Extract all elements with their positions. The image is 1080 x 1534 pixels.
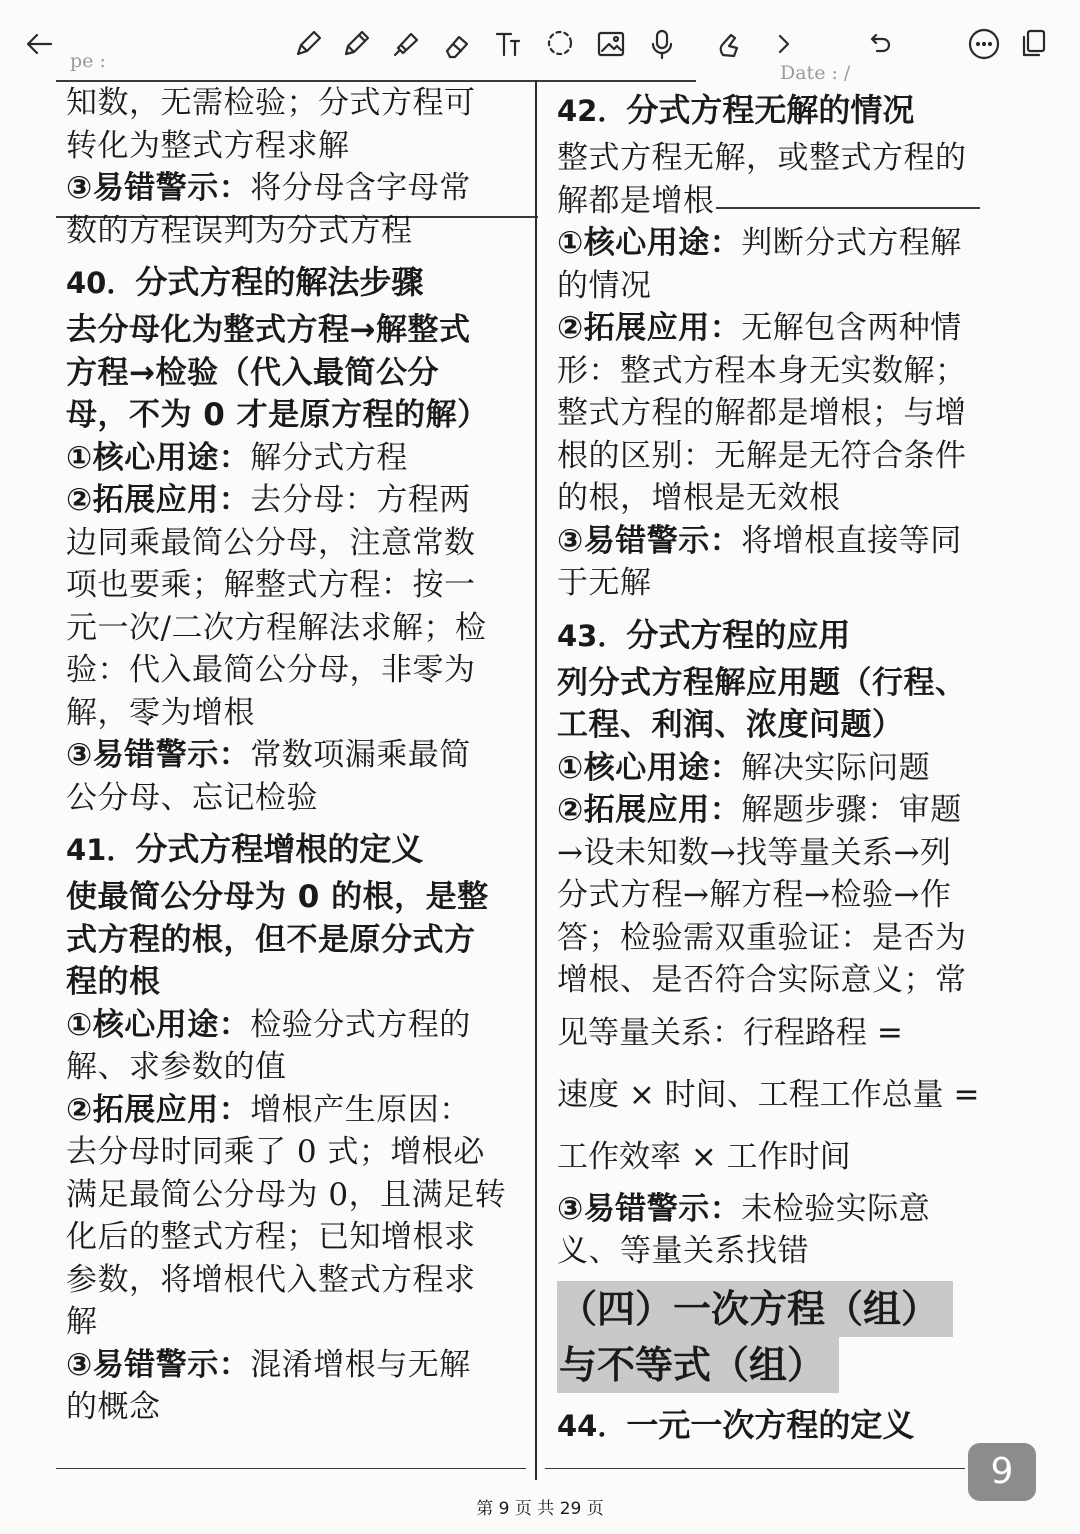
ext-40-line: 元一次/二次方程解法求解；检 xyxy=(66,609,487,646)
ext-41-line: 解 xyxy=(66,1304,98,1340)
relation-line: 工作效率 × 工作时间 xyxy=(557,1138,851,1175)
ext-40-line: 边同乘最简公分母，注意常数 xyxy=(66,524,476,561)
warn-42-line: 于无解 xyxy=(557,565,652,601)
use-42-line: 的情况 xyxy=(557,267,652,304)
more-icon[interactable] xyxy=(962,22,1006,66)
bottom-rule-left xyxy=(56,1468,526,1469)
relation-line: 见等量关系：行程路程 = xyxy=(557,1014,903,1051)
summary-42: 解都是增根 xyxy=(557,182,715,219)
intro-line: 知数，无需检验；分式方程可 xyxy=(66,85,476,121)
intro-warning-cont: 数的方程误判为分式方程 xyxy=(66,212,413,249)
summary-41: 使最简公分母为 0 的根，是整 xyxy=(66,879,489,915)
highlighter-icon[interactable] xyxy=(384,22,428,66)
section-heading xyxy=(557,1281,987,1393)
ext-41-line: 化后的整式方程；已知增根求 xyxy=(66,1219,476,1255)
ext-41-line: 去分母时同乘了 0 式；增根必 xyxy=(66,1134,485,1170)
ext-42: ②拓展应用：无解包含两种情 xyxy=(557,310,962,346)
use-42: ①核心用途：判断分式方程解 xyxy=(557,225,962,261)
heading-40: 40．分式方程的解法步骤 xyxy=(66,263,424,301)
chevron-right-icon[interactable] xyxy=(762,22,806,66)
summary-42: 整式方程无解，或整式方程的 xyxy=(557,140,967,176)
eraser-icon[interactable] xyxy=(434,22,478,66)
ext-43-line: 答；检验需双重验证：是否为 xyxy=(557,919,967,956)
ext-40-line: 验：代入最简公分母，非零为 xyxy=(66,652,476,688)
use-41: ①核心用途：检验分式方程的 xyxy=(66,1006,471,1043)
lasso-icon[interactable] xyxy=(538,22,582,66)
ext-41: ②拓展应用：增根产生原因： xyxy=(66,1091,471,1128)
summary-40: 去分母化为整式方程→解整式 xyxy=(66,312,471,348)
ext-42-line: 形：整式方程本身无实数解； xyxy=(557,352,967,389)
section-heading-line: （四）一次方程（组） xyxy=(557,1281,953,1337)
summary-40: 母，不为 0 才是原方程的解） xyxy=(66,397,489,433)
bottom-rule-right xyxy=(545,1468,965,1469)
microphone-icon[interactable] xyxy=(640,22,684,66)
section-heading-line: 与不等式（组） xyxy=(557,1337,839,1393)
use-43: ①核心用途：解决实际问题 xyxy=(557,749,931,786)
intro-warning: ③易错警示：将分母含字母常 xyxy=(66,170,471,206)
faint-header-left: pe : xyxy=(70,50,106,72)
touch-pen-icon[interactable] xyxy=(708,22,752,66)
column-divider xyxy=(535,80,537,1480)
pen-icon[interactable] xyxy=(334,22,378,66)
ext-43-line: 增根、是否符合实际意义；常 xyxy=(557,962,967,998)
warn-41: ③易错警示：混淆增根与无解 xyxy=(66,1346,471,1383)
text-tool-icon[interactable] xyxy=(486,22,530,66)
heading-42: 42．分式方程无解的情况 xyxy=(557,91,915,129)
ext-40: ②拓展应用：去分母：方程两 xyxy=(66,482,471,518)
warn-40-line: 公分母、忘记检验 xyxy=(66,779,318,816)
page-footer: 第 9 页 共 29 页 xyxy=(476,1499,604,1519)
summary-41: 式方程的根，但不是原分式方 xyxy=(66,921,476,958)
summary-43: 列分式方程解应用题（行程、 xyxy=(557,664,967,701)
heading-43: 43．分式方程的应用 xyxy=(557,615,851,654)
ext-43: ②拓展应用：解题步骤：审题 xyxy=(557,792,962,828)
summary-43: 工程、利润、浓度问题） xyxy=(557,707,904,743)
ext-42-line: 根的区别：无解是无符合条件 xyxy=(557,437,967,474)
warn-40: ③易错警示：常数项漏乘最简 xyxy=(66,737,471,773)
heading-41: 41．分式方程增根的定义 xyxy=(66,830,424,868)
warn-43: ③易错警示：未检验实际意 xyxy=(557,1190,931,1227)
intro-line: 转化为整式方程求解 xyxy=(66,127,350,164)
ext-41-line: 参数，将增根代入整式方程求 xyxy=(66,1261,476,1298)
page-number-badge[interactable]: 9 xyxy=(968,1443,1036,1501)
ext-43-line: 分式方程→解方程→检验→作 xyxy=(557,877,952,913)
summary-41: 程的根 xyxy=(66,964,161,1000)
image-icon[interactable] xyxy=(589,22,633,66)
relation-line: 速度 × 时间、工程工作总量 = xyxy=(557,1076,980,1113)
undo-icon[interactable] xyxy=(856,22,900,66)
use-40: ①核心用途：解分式方程 xyxy=(66,439,408,476)
warn-42: ③易错警示：将增根直接等同 xyxy=(557,522,962,559)
left-column xyxy=(66,82,516,1429)
ext-42-line: 的根，增根是无效根 xyxy=(557,480,841,516)
ext-40-line: 项也要乘；解整式方程：按一 xyxy=(66,567,476,603)
faint-header-right: Date : / xyxy=(780,62,851,84)
back-arrow-icon[interactable] xyxy=(18,22,62,66)
ext-43-line: →设未知数→找等量关系→列 xyxy=(557,834,952,871)
ext-42-line: 整式方程的解都是增根；与增 xyxy=(557,395,967,431)
ext-41-line: 满足最简公分母为 0，且满足转 xyxy=(66,1176,507,1213)
annotation-toolbar xyxy=(0,0,1080,82)
right-column xyxy=(557,82,987,1452)
warn-41-line: 的概念 xyxy=(66,1389,161,1425)
warn-43-line: 义、等量关系找错 xyxy=(557,1233,809,1269)
heading-44: 44．一元一次方程的定义 xyxy=(557,1405,915,1444)
copy-icon[interactable] xyxy=(1012,22,1056,66)
use-41-line: 解、求参数的值 xyxy=(66,1049,287,1085)
pencil-icon[interactable] xyxy=(286,22,330,66)
summary-40: 方程→检验（代入最简公分 xyxy=(66,354,439,391)
ext-40-line: 解，零为增根 xyxy=(66,694,255,731)
